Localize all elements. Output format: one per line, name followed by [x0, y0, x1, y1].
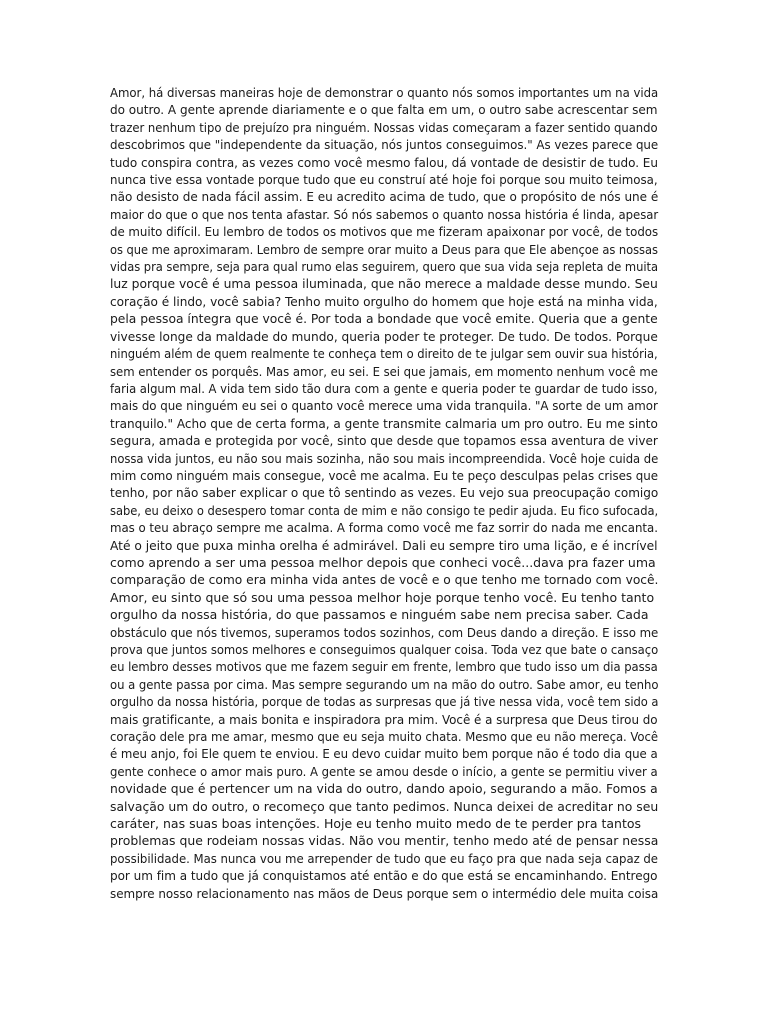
text-line: ninguém além de quem realmente te conheça tem o direito de te julgar sem ouvir sua história,	[110, 346, 658, 362]
text-line: eu lembro desses motivos que me fazem seguir em frente, lembro que tudo isso um dia passa	[110, 659, 658, 675]
text-line: tudo conspira contra, as vezes como você mesmo falou, dá vontade de desistir de tudo. Eu	[110, 154, 658, 170]
text-line: mais do que ninguém eu sei o quanto você merece uma vida tranquila. "A sorte de um amor	[110, 398, 658, 414]
text-line: mim como ninguém mais consegue, você me acalma. Eu te peço desculpas pelas crises que	[110, 467, 659, 483]
text-line: salvação um do outro, o recomeço que tanto pedimos. Nunca deixei de acreditar no seu	[110, 798, 659, 814]
text-line: gente conhece o amor mais puro. A gente se amou desde o início, a gente se permitiu viver a	[110, 763, 658, 779]
text-line: comparação de como era minha vida antes de você e o que tenho me tornado com você.	[110, 572, 659, 588]
text-line: sem entender os porquês. Mas amor, eu sei. E sei que jamais, em momento nenhum você me	[110, 363, 658, 379]
text-line: os que me aproximaram. Lembro de sempre orar muito a Deus para que Ele abençoe as nossas	[110, 241, 658, 257]
text-line: mais gratificante, a mais bonita e inspiradora pra mim. Você é a surpresa que Deus tirou do	[110, 711, 658, 727]
text-line: segura, amada e protegida por você, sinto que desde que topamos essa aventura de viver	[110, 433, 658, 449]
text-line: de muito difícil. Eu lembro de todos os motivos que me fizeram apaixonar por você, de todos	[110, 224, 659, 240]
text-line: é meu anjo, foi Ele quem te enviou. E eu devo cuidar muito bem porque não é todo dia que a	[110, 746, 658, 762]
text-line: sabe, eu deixo o desespero tomar conta de mim e não consigo te pedir ajuda. Eu fico sufocada,	[110, 502, 659, 518]
text-line: do outro. A gente aprende diariamente e o que falta em um, o outro sabe acrescentar sem	[110, 102, 658, 118]
text-line: Amor, há diversas maneiras hoje de demonstrar o quanto nós somos importantes um na vida	[110, 85, 659, 100]
text-line: caráter, nas suas boas intenções. Hoje eu tenho muito medo de te perder pra tantos	[110, 816, 642, 832]
text-line: por um fim a tudo que já conquistamos até então e do que está se encaminhando. Entrego	[110, 868, 658, 884]
text-line: faria algum mal. A vida tem sido tão dura com a gente e queria poder te guardar de tudo isso,	[110, 380, 658, 396]
text-line: pela pessoa íntegra que você é. Por toda a bondade que você emite. Queria que a gente	[110, 311, 658, 327]
text-line: nunca tive essa vontade porque tudo que eu construí até hoje foi porque sou muito teimosa,	[110, 172, 658, 188]
text-line: Amor, eu sinto que só sou uma pessoa melhor hoje porque tenho você. Eu tenho tanto	[110, 589, 655, 605]
text-line: vivesse longe da maldade do mundo, queria poder te proteger. De tudo. De todos. Porque	[110, 328, 658, 344]
text-line: coração é lindo, você sabia? Tenho muito orgulho do homem que hoje está na minha vida,	[110, 293, 658, 309]
text-line: descobrimos que "independente da situação, nós juntos conseguimos." As vezes parece que	[110, 137, 659, 153]
text-line: coração dele pra me amar, mesmo que eu seja muito chata. Mesmo que eu não mereça. Você	[110, 729, 659, 745]
text-line: orgulho da nossa história, porque de todas as surpresas que já tive nessa vida, você tem sido a	[110, 694, 659, 710]
text-line: problemas que rodeiam nossas vidas. Não vou mentir, tenho medo até de pensar nessa	[110, 833, 659, 849]
text-line: como aprendo a ser uma pessoa melhor depois que conheci você...dava pra fazer uma	[110, 554, 656, 570]
text-line: Até o jeito que puxa minha orelha é admirável. Dali eu sempre tiro uma lição, e é incrível	[110, 537, 658, 553]
text-line: tranquilo." Acho que de certa forma, a gente transmite calmaria um pro outro. Eu me sinto	[110, 415, 658, 431]
text-line: nossa vida juntos, eu não sou mais sozinha, não sou mais incompreendida. Você hoje cuida de	[110, 450, 659, 466]
text-line: novidade que é pertencer um na vida do outro, dando apoio, segurando a mão. Fomos a	[110, 781, 658, 797]
text-line: possibilidade. Mas nunca vou me arrepender de tudo que eu faço pra que nada seja capaz de	[110, 850, 658, 866]
text-line: sempre nosso relacionamento nas mãos de Deus porque sem o intermédio dele muita coisa	[110, 885, 659, 901]
text-line: orgulho da nossa história, do que passamos e ninguém sabe nem precisa saber. Cada	[110, 607, 649, 623]
text-line: não desisto de nada fácil assim. E eu acredito acima de tudo, que o propósito de nós une é	[110, 189, 659, 205]
text-line: mas o teu abraço sempre me acalma. A forma como você me faz sorrir do nada me encanta.	[110, 520, 658, 536]
text-line: vidas pra sempre, seja para qual rumo elas seguirem, quero que sua vida seja repleta de muita	[110, 259, 659, 275]
text-line: trazer nenhum tipo de prejuízo pra ninguém. Nossas vidas começaram a fazer sentido quando	[110, 119, 658, 135]
letter-paragraph	[110, 84, 658, 902]
text-line: luz porque você é uma pessoa iluminada, que não merece a maldade desse mundo. Seu	[110, 276, 658, 292]
text-line: prova que juntos somos melhores e conseguimos qualquer coisa. Toda vez que bate o cansaço	[110, 642, 659, 657]
text-line: ou a gente passa por cima. Mas sempre segurando um na mão do outro. Sabe amor, eu tenho	[110, 676, 659, 692]
text-line: obstáculo que nós tivemos, superamos todos sozinhos, com Deus dando a direção. E isso me	[110, 624, 659, 640]
text-line: maior do que o que nos tenta afastar. Só nós sabemos o quanto nossa história é linda, apesar	[110, 206, 659, 222]
text-line: tenho, por não saber explicar o que tô sentindo as vezes. Eu vejo sua preocupação comigo	[110, 485, 659, 501]
